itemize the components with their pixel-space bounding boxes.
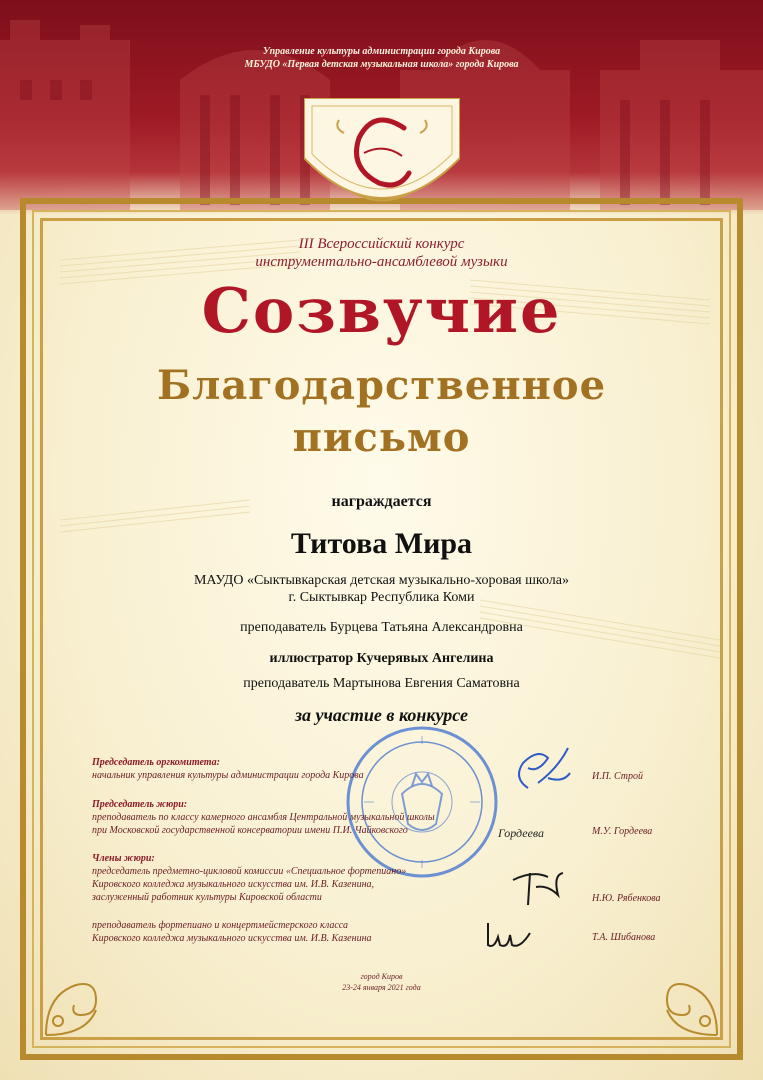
member-1-title-3: заслуженный работник культуры Кировской области xyxy=(92,892,322,903)
illustrator: иллюстратор Кучерявых Ангелина xyxy=(269,651,494,666)
jury-chair-block xyxy=(92,798,435,837)
footer-dates: 23-24 января 2021 года xyxy=(342,983,421,992)
jury-chair-title-1: преподаватель по классу камерного ансамбля Центральной музыкальной школы xyxy=(92,812,435,823)
organizer-line-1: Управление культуры администрации города Кирова xyxy=(262,46,501,57)
signature-shibanova xyxy=(480,915,540,955)
contest-name: Созвучие xyxy=(201,274,562,347)
member-2-title-2: Кировского колледжа музыкального искусства им. И.В. Казенина xyxy=(92,933,372,944)
school-city: г. Сыктывкар Республика Коми xyxy=(288,590,475,605)
contest-logo-medallion xyxy=(304,98,460,228)
jury-members-block xyxy=(92,852,406,904)
jury-chair-role: Председатель жюри: xyxy=(92,799,188,810)
org-committee-chair-block xyxy=(92,756,364,782)
document-title-line-2: письмо xyxy=(292,414,471,461)
signature-ryabenkova xyxy=(508,865,568,910)
organizer-line-2: МБУДО «Первая детская музыкальная школа» города Кирова xyxy=(244,59,519,70)
contest-line-1: III Всероссийский конкурс xyxy=(298,236,465,252)
org-chair-role: Председатель оргкомитета: xyxy=(92,757,220,768)
signature-stroy xyxy=(508,738,578,803)
corner-ornament-bottom-left xyxy=(36,955,126,1045)
member-1-title-1: председатель предметно-цикловой комиссии «Специальное фортепиано» xyxy=(92,866,407,877)
document-title-line-1: Благодарственное xyxy=(156,362,607,409)
member-1-title-2: Кировского колледжа музыкального искусства им. И.В. Казенина, xyxy=(92,879,375,890)
awarded-label: награждается xyxy=(331,493,432,510)
teacher-1: преподаватель Бурцева Татьяна Александровна xyxy=(240,620,523,635)
jury-chair-name: М.У. Гордеева xyxy=(592,826,653,837)
jury-chair-title-2: при Московской государственной консерватории имени П.И. Чайковского xyxy=(92,825,408,836)
school-name: МАУДО «Сыктывкарская детская музыкально-хоровая школа» xyxy=(193,573,569,588)
member-1-name: Н.Ю. Рябенкова xyxy=(592,893,661,904)
jury-members-role: Члены жюри: xyxy=(92,853,155,864)
corner-ornament-bottom-right xyxy=(637,955,727,1045)
teacher-2: преподаватель Мартынова Евгения Саматовна xyxy=(243,676,520,691)
award-reason: за участие в конкурсе xyxy=(294,705,469,725)
org-chair-title: начальник управления культуры администрации города Кирова xyxy=(92,770,364,781)
signature-gordeeva: Гордеева xyxy=(498,826,545,840)
member-2-title-1: преподаватель фортепиано и концертмейстерского класса xyxy=(92,920,348,931)
org-chair-name: И.П. Строй xyxy=(592,771,643,782)
member-2-name: Т.А. Шибанова xyxy=(592,932,656,943)
recipient-name: Титова Мира xyxy=(290,527,473,560)
contest-line-2: инструментально-ансамблевой музыки xyxy=(255,254,508,270)
footer-city: город Киров xyxy=(360,972,403,981)
member-2-block xyxy=(92,919,372,945)
